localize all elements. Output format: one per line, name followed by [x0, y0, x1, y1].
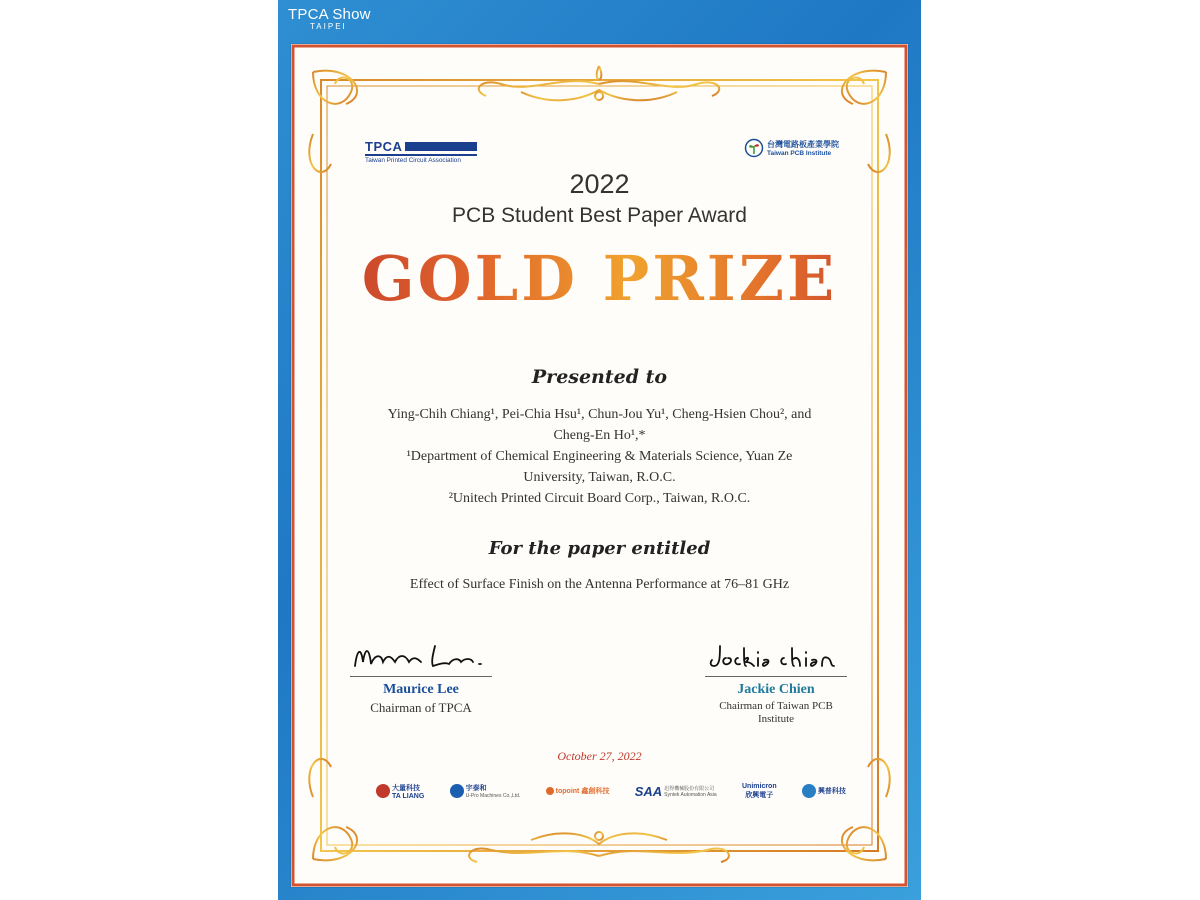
topoint-logo-icon — [546, 787, 554, 795]
sprout-icon — [744, 138, 764, 158]
affiliation-2: ²Unitech Printed Circuit Board Corp., Taiwan, R.O.C. — [448, 491, 751, 506]
for-paper-label: For the paper entitled — [488, 538, 711, 559]
signatory-jackie-chien — [701, 640, 851, 726]
affiliation-1 — [291, 446, 908, 488]
sponsor-en: SAA — [634, 783, 663, 799]
paper-title: Effect of Surface Finish on the Antenna Performance at 76–81 GHz — [409, 577, 790, 592]
sponsor-sub: Syntek Automation Asia — [664, 791, 717, 798]
bottom-center-ornament — [469, 832, 729, 862]
tpca-logo-bar — [405, 142, 477, 151]
xing-pu-logo-icon — [802, 784, 816, 798]
sponsor-topoint — [546, 786, 610, 796]
show-name: TPCA Show — [288, 6, 371, 23]
award-name: PCB Student Best Paper Award — [452, 204, 747, 227]
prize-heading: GOLD PRIZE — [291, 242, 908, 315]
taiwan-pcb-institute-logo — [744, 138, 839, 158]
sponsor-xing-pu — [802, 784, 846, 798]
sponsor-unimicron — [742, 782, 777, 800]
sponsor-u-pro — [450, 783, 521, 799]
institute-english-name: Taiwan PCB Institute — [767, 150, 832, 157]
top-center-ornament — [479, 66, 719, 100]
award-year: 2022 — [569, 169, 630, 199]
sponsor-logos — [376, 776, 846, 806]
signature-line — [350, 676, 492, 677]
sponsor-en: Unimicron — [742, 783, 777, 790]
signatory-name: Maurice Lee — [383, 682, 459, 697]
signatory-name: Jackie Chien — [737, 682, 815, 697]
signature-line — [705, 676, 847, 677]
tpca-logo — [365, 139, 477, 164]
recipients — [291, 404, 908, 446]
sponsor-en: U-Pro Machines Co.,Ltd. — [465, 793, 521, 799]
signatory-maurice-lee — [346, 640, 496, 716]
sponsor-zh: 迅得機械股份有限公司 — [664, 785, 715, 792]
signature-maurice-lee — [351, 640, 491, 674]
institute-chinese-name: 台灣電路板產業學院 — [767, 140, 839, 149]
affiliation-1-line-2: University, Taiwan, R.O.C. — [523, 470, 676, 485]
sponsor-saa — [635, 784, 717, 799]
presented-to-label: Presented to — [531, 366, 668, 388]
sponsor-en: topoint — [555, 787, 580, 795]
sponsor-zh: 鑫創科技 — [581, 788, 610, 795]
sponsor-en: TA LIANG — [392, 792, 425, 800]
recipients-line-2: Cheng-En Ho¹,* — [553, 428, 646, 443]
sponsor-zh: 欣興電子 — [745, 792, 774, 799]
affiliation-1-line-1: ¹Department of Chemical Engineering & Materials Science, Yuan Ze — [406, 449, 793, 464]
signature-jackie-chien — [706, 640, 846, 674]
sponsor-zh: 興普科技 — [817, 788, 846, 795]
tpca-logo-english: Taiwan Printed Circuit Association — [365, 157, 461, 164]
signatory-title: Chairman of TPCA — [370, 700, 472, 715]
sponsor-zh: 大量科技 — [392, 784, 420, 792]
sponsor-zh: 宇泰和 — [465, 785, 487, 792]
certificate-scan — [278, 0, 921, 900]
certificate-sheet — [291, 44, 908, 887]
u-pro-logo-icon — [450, 784, 464, 798]
ta-liang-logo-icon — [376, 784, 390, 798]
sponsor-ta-liang — [376, 783, 424, 800]
award-date: October 27, 2022 — [557, 749, 642, 763]
signatory-title — [701, 700, 851, 726]
signatory-title-line-2: Institute — [757, 713, 795, 725]
tpca-show-brand — [288, 6, 371, 31]
signatory-title-line-1: Chairman of Taiwan PCB — [719, 700, 833, 712]
tpca-logo-abbr: TPCA — [365, 139, 403, 154]
recipients-line-1: Ying-Chih Chiang¹, Pei-Chia Hsu¹, Chun-Jou Yu¹, Cheng-Hsien Chou², and — [387, 407, 812, 422]
show-city: TAIPEI — [310, 22, 347, 31]
